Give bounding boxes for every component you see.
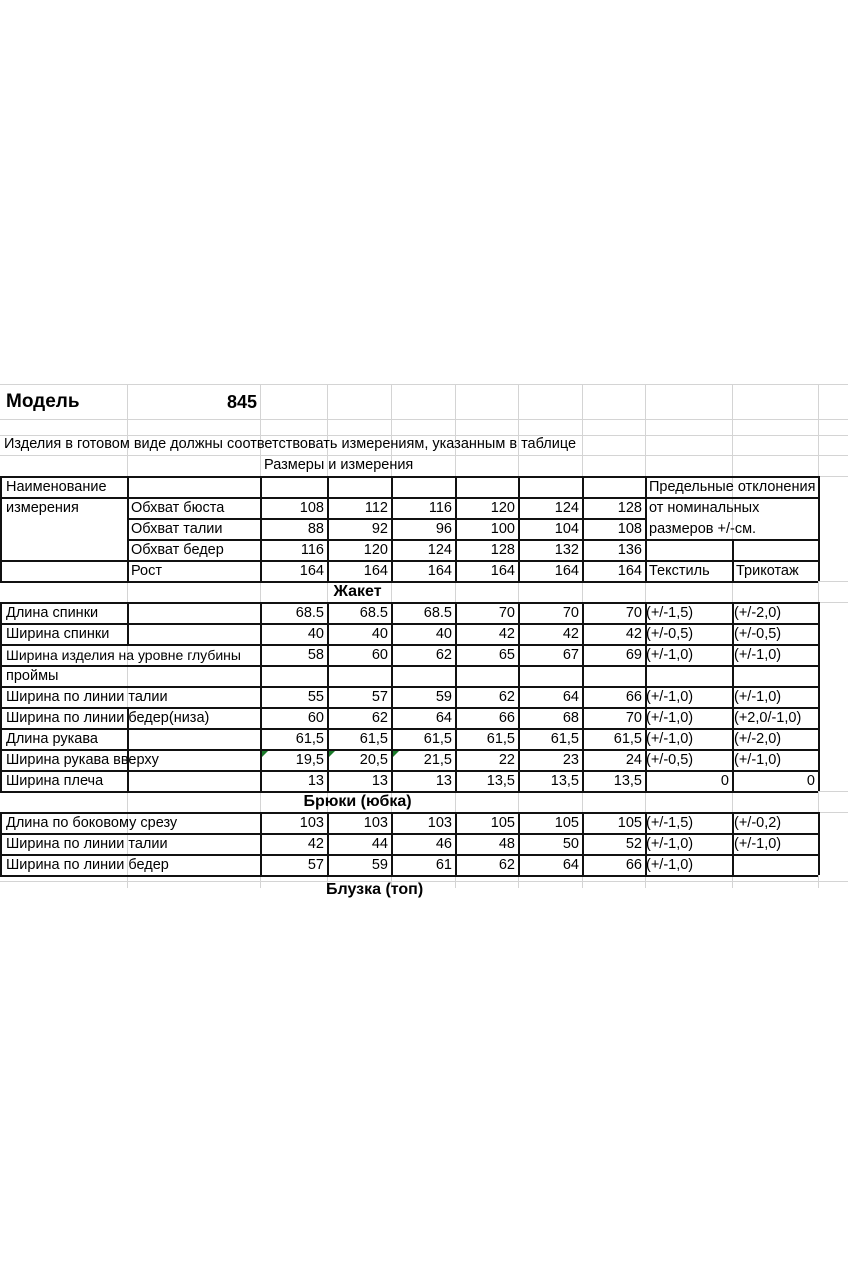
pants-value: 64 xyxy=(562,857,579,873)
size-value: 96 xyxy=(435,521,452,537)
size-value: 108 xyxy=(299,500,324,516)
jacket-value: 61,5 xyxy=(423,731,452,747)
jacket-row-label: Ширина плеча xyxy=(6,773,104,789)
size-value: 104 xyxy=(554,521,579,537)
textile-tolerance: (+/-1,0) xyxy=(646,836,694,852)
knit-tolerance: (+2,0/-1,0) xyxy=(734,710,802,726)
pants-value: 57 xyxy=(307,857,324,873)
size-value: 120 xyxy=(363,542,388,558)
size-value: 128 xyxy=(617,500,642,516)
textile-tolerance: (+/-0,5) xyxy=(646,752,694,768)
jacket-value: 61,5 xyxy=(486,731,515,747)
jacket-value: 61,5 xyxy=(295,731,324,747)
deviation-header-line2: от номинальных xyxy=(649,500,760,516)
jacket-value: 40 xyxy=(435,626,452,642)
jacket-value: 42 xyxy=(498,626,515,642)
jacket-value: 69 xyxy=(625,647,642,663)
comment-marker xyxy=(262,751,268,757)
jacket-row-label: Ширина спинки xyxy=(6,626,110,642)
size-value: 164 xyxy=(427,563,452,579)
pants-value: 48 xyxy=(498,836,515,852)
jacket-value: 70 xyxy=(498,605,515,621)
textile-tolerance: (+/-1,5) xyxy=(646,605,694,621)
pants-row-label: Длина по боковому срезу xyxy=(6,815,178,831)
textile-tolerance: (+/-1,0) xyxy=(646,857,694,873)
jacket-value: 13 xyxy=(371,773,388,789)
jacket-row-label: Ширина по линии бедер(низа) xyxy=(6,710,210,726)
pants-value: 44 xyxy=(371,836,388,852)
pants-value: 105 xyxy=(617,815,642,831)
jacket-value: 64 xyxy=(562,689,579,705)
knit-tolerance: (+/-1,0) xyxy=(734,689,782,705)
jacket-value: 13 xyxy=(307,773,324,789)
size-value: 116 xyxy=(300,542,324,558)
jacket-value: 40 xyxy=(307,626,324,642)
jacket-value: 70 xyxy=(562,605,579,621)
knit-tolerance: 0 xyxy=(806,773,815,789)
knit-tolerance: (+/-2,0) xyxy=(734,731,782,747)
jacket-value: 66 xyxy=(625,689,642,705)
knit-tolerance: (+/-0,2) xyxy=(734,815,782,831)
knit-tolerance: (+/-1,0) xyxy=(734,836,782,852)
table-border xyxy=(818,812,820,875)
size-row-label: Обхват бедер xyxy=(131,542,224,558)
size-value: 124 xyxy=(427,542,452,558)
size-value: 108 xyxy=(617,521,642,537)
jacket-value: 61,5 xyxy=(359,731,388,747)
jacket-value: 19,5 xyxy=(295,752,324,768)
jacket-row-label: Длина рукава xyxy=(6,731,98,747)
deviation-header-line1: Предельные отклонения xyxy=(649,479,816,495)
pants-value: 103 xyxy=(427,815,452,831)
pants-value: 50 xyxy=(562,836,579,852)
size-value: 128 xyxy=(490,542,515,558)
jacket-value: 40 xyxy=(371,626,388,642)
gridline xyxy=(0,384,848,385)
name-header-line1: Наименование xyxy=(6,479,107,495)
size-value: 92 xyxy=(371,521,388,537)
jacket-value: 66 xyxy=(498,710,515,726)
jacket-section-title: Жакет xyxy=(333,583,382,600)
jacket-value: 23 xyxy=(562,752,579,768)
size-row-label: Обхват талии xyxy=(131,521,223,537)
pants-value: 42 xyxy=(307,836,324,852)
table-border xyxy=(818,602,820,791)
size-value: 164 xyxy=(617,563,642,579)
size-value: 120 xyxy=(490,500,515,516)
jacket-value: 13,5 xyxy=(486,773,515,789)
pants-value: 103 xyxy=(363,815,388,831)
jacket-value: 42 xyxy=(625,626,642,642)
size-value: 112 xyxy=(364,500,388,516)
size-value: 88 xyxy=(307,521,324,537)
knit-tolerance xyxy=(732,855,818,875)
pants-value: 62 xyxy=(498,857,515,873)
jacket-row-label: проймы xyxy=(6,668,59,684)
pants-section-title: Брюки (юбка) xyxy=(303,793,412,810)
jacket-value: 67 xyxy=(562,647,579,663)
jacket-value: 42 xyxy=(562,626,579,642)
textile-header: Текстиль xyxy=(649,563,710,579)
jacket-value: 24 xyxy=(625,752,642,768)
pants-value: 59 xyxy=(371,857,388,873)
name-header-line2: измерения xyxy=(6,500,79,516)
jacket-value: 21,5 xyxy=(423,752,452,768)
size-value: 124 xyxy=(554,500,579,516)
deviation-header-line3: размеров +/-см. xyxy=(649,521,757,537)
jacket-value: 61,5 xyxy=(550,731,579,747)
textile-tolerance: (+/-1,5) xyxy=(646,815,694,831)
jacket-value: 20,5 xyxy=(359,752,388,768)
comment-marker xyxy=(393,751,399,757)
size-value: 100 xyxy=(490,521,515,537)
textile-tolerance: (+/-1,0) xyxy=(646,647,694,663)
jacket-value: 64 xyxy=(435,710,452,726)
knit-tolerance: (+/-1,0) xyxy=(734,752,782,768)
knit-tolerance: (+/-0,5) xyxy=(734,626,782,642)
jacket-value: 70 xyxy=(625,605,642,621)
size-value: 164 xyxy=(363,563,388,579)
jacket-value: 68 xyxy=(562,710,579,726)
jacket-value: 68.5 xyxy=(359,605,388,621)
comment-marker xyxy=(329,751,335,757)
size-value: 164 xyxy=(490,563,515,579)
size-value: 164 xyxy=(554,563,579,579)
knit-tolerance: (+/-2,0) xyxy=(734,605,782,621)
jacket-value: 13 xyxy=(435,773,452,789)
sizes-caption: Размеры и измерения xyxy=(264,457,414,473)
jacket-value: 59 xyxy=(435,689,452,705)
pants-value: 61 xyxy=(435,857,452,873)
textile-tolerance: (+/-1,0) xyxy=(646,731,694,747)
jacket-value: 70 xyxy=(625,710,642,726)
textile-tolerance: (+/-0,5) xyxy=(646,626,694,642)
jacket-value: 62 xyxy=(371,710,388,726)
next-section-title: Блузка (топ) xyxy=(326,881,424,898)
pants-value: 105 xyxy=(554,815,579,831)
pants-value: 52 xyxy=(625,836,642,852)
jacket-value: 55 xyxy=(307,689,324,705)
jacket-value: 68.5 xyxy=(423,605,452,621)
size-row-label: Рост xyxy=(131,563,162,579)
jacket-value: 65 xyxy=(498,647,515,663)
size-value: 116 xyxy=(428,500,452,516)
jacket-row-label: Длина спинки xyxy=(6,605,99,621)
knit-header: Трикотаж xyxy=(736,563,799,579)
gridline xyxy=(0,419,848,420)
jacket-value: 58 xyxy=(307,647,324,663)
jacket-value: 62 xyxy=(435,647,452,663)
table-note: Изделия в готовом виде должны соответствовать измерениям, указанным в таблице xyxy=(4,436,577,452)
size-value: 136 xyxy=(617,542,642,558)
pants-value: 105 xyxy=(490,815,515,831)
size-row-label: Обхват бюста xyxy=(131,500,225,516)
pants-value: 46 xyxy=(435,836,452,852)
pants-value: 103 xyxy=(299,815,324,831)
jacket-value: 13,5 xyxy=(550,773,579,789)
textile-tolerance: (+/-1,0) xyxy=(646,689,694,705)
jacket-value: 61,5 xyxy=(613,731,642,747)
pants-value: 66 xyxy=(625,857,642,873)
next-section-title-cut xyxy=(326,881,466,898)
table-border xyxy=(0,875,818,877)
jacket-value: 60 xyxy=(307,710,324,726)
knit-tolerance: (+/-1,0) xyxy=(734,647,782,663)
model-number: 845 xyxy=(226,392,257,412)
jacket-value: 22 xyxy=(498,752,515,768)
jacket-value: 68.5 xyxy=(295,605,324,621)
jacket-value: 57 xyxy=(371,689,388,705)
spreadsheet-sheet xyxy=(0,384,848,898)
jacket-value: 60 xyxy=(371,647,388,663)
model-label: Модель xyxy=(6,391,80,412)
size-value: 132 xyxy=(554,542,579,558)
jacket-row-label: Ширина изделия на уровне глубины xyxy=(6,647,241,663)
pants-row-label: Ширина по линии бедер xyxy=(6,857,169,873)
textile-tolerance: 0 xyxy=(720,773,729,789)
jacket-value: 13,5 xyxy=(613,773,642,789)
jacket-value: 62 xyxy=(498,689,515,705)
jacket-row-label: Ширина рукава вверху xyxy=(6,752,159,768)
textile-tolerance: (+/-1,0) xyxy=(646,710,694,726)
size-value: 164 xyxy=(299,563,324,579)
pants-row-label: Ширина по линии талии xyxy=(6,836,168,852)
jacket-row-label: Ширина по линии талии xyxy=(6,689,168,705)
